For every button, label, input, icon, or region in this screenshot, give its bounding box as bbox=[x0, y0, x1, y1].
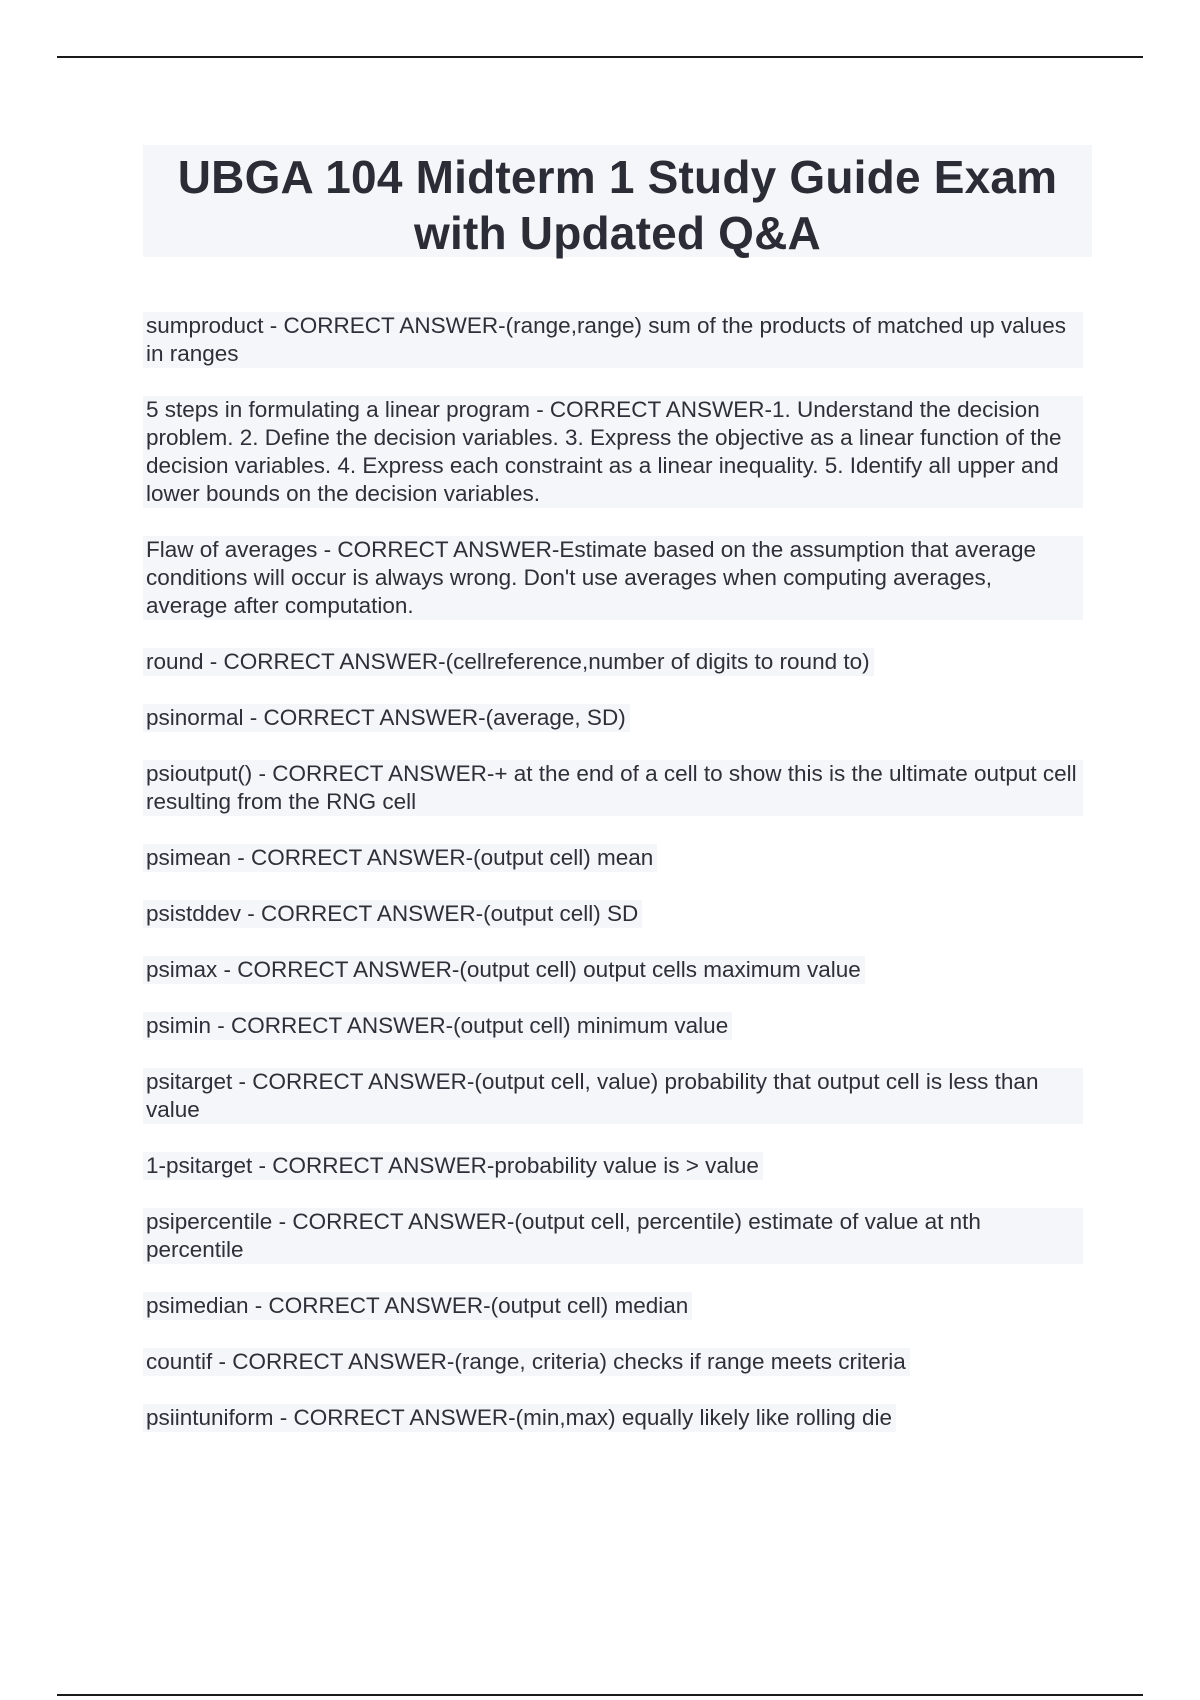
top-rule bbox=[57, 56, 1143, 58]
qa-item: psimax - CORRECT ANSWER-(output cell) output cells maximum value bbox=[143, 956, 865, 984]
qa-item: round - CORRECT ANSWER-(cellreference,number of digits to round to) bbox=[143, 648, 874, 676]
title-box bbox=[143, 145, 1092, 257]
qa-item: psistddev - CORRECT ANSWER-(output cell) SD bbox=[143, 900, 642, 928]
qa-item: Flaw of averages - CORRECT ANSWER-Estimate based on the assumption that average conditions will occur is always wrong. Don't use averages when computing averages, average after computation. bbox=[143, 536, 1083, 620]
qa-list bbox=[143, 312, 1083, 1460]
document-title: UBGA 104 Midterm 1 Study Guide Exam with Updated Q&A bbox=[177, 151, 1058, 259]
qa-item: psipercentile - CORRECT ANSWER-(output cell, percentile) estimate of value at nth percentile bbox=[143, 1208, 1083, 1264]
qa-item: 5 steps in formulating a linear program - CORRECT ANSWER-1. Understand the decision problem. 2. Define the decision variables. 3. Express the objective as a linear function of the decision variables. 4. Express each constraint as a linear inequality. 5. Identify all upper and lower bounds on the decision variables. bbox=[143, 396, 1083, 508]
qa-item: psimedian - CORRECT ANSWER-(output cell) median bbox=[143, 1292, 692, 1320]
qa-item: sumproduct - CORRECT ANSWER-(range,range) sum of the products of matched up values in ranges bbox=[143, 312, 1083, 368]
qa-item: 1-psitarget - CORRECT ANSWER-probability value is > value bbox=[143, 1152, 763, 1180]
qa-item: psitarget - CORRECT ANSWER-(output cell, value) probability that output cell is less than value bbox=[143, 1068, 1083, 1124]
qa-item: countif - CORRECT ANSWER-(range, criteria) checks if range meets criteria bbox=[143, 1348, 910, 1376]
qa-item: psimin - CORRECT ANSWER-(output cell) minimum value bbox=[143, 1012, 732, 1040]
qa-item: psiintuniform - CORRECT ANSWER-(min,max) equally likely like rolling die bbox=[143, 1404, 896, 1432]
bottom-rule bbox=[57, 1694, 1143, 1696]
qa-item: psimean - CORRECT ANSWER-(output cell) mean bbox=[143, 844, 657, 872]
qa-item: psioutput() - CORRECT ANSWER-+ at the end of a cell to show this is the ultimate output cell resulting from the RNG cell bbox=[143, 760, 1083, 816]
qa-item: psinormal - CORRECT ANSWER-(average, SD) bbox=[143, 704, 630, 732]
